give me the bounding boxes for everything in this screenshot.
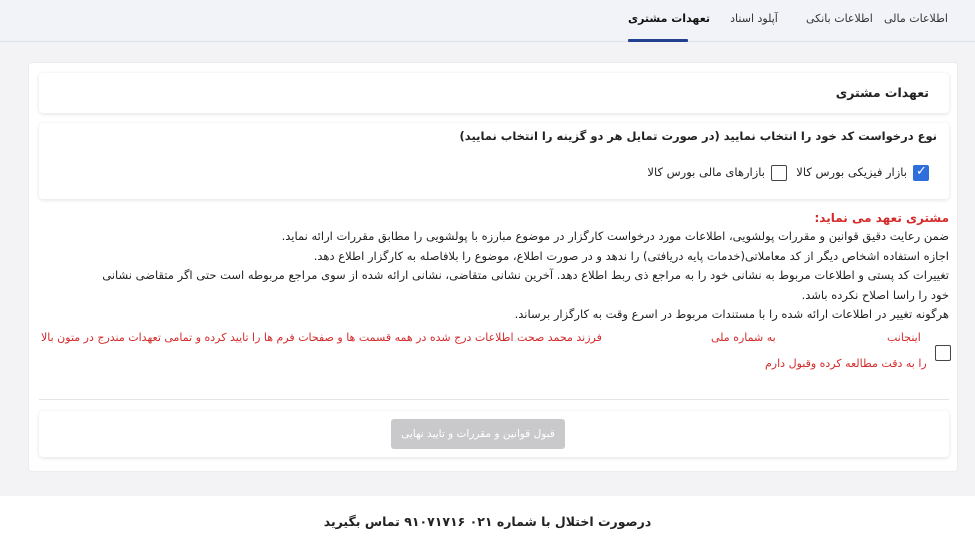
commitment-line: تغییرات کد پستی و اطلاعات مربوط به نشانی خود را به مراجع ذی ربط اطلاع دهد. آخرین نشانی متقاضی، نشانی ارائه شده از سوی مراجع مربوطه است حتی اگر متقاضی نشانی xyxy=(102,268,949,282)
declaration-row xyxy=(29,331,959,371)
physical-market-label: بازار فیزیکی بورس کالا xyxy=(796,165,907,179)
declaration-text-accept: را به دقت مطالعه کرده وقبول دارم xyxy=(765,357,927,370)
tab-financial-info[interactable]: اطلاعات مالی xyxy=(884,12,948,25)
declaration-checkbox[interactable] xyxy=(935,345,951,361)
tab-upload-documents[interactable]: آپلود اسناد xyxy=(730,12,778,25)
declaration-text-body: فرزند محمد صحت اطلاعات درج شده در همه قسمت ها و صفحات فرم ها را تایید کرده و تمامی تعهدات مندرج در متون بالا xyxy=(41,331,602,344)
commitment-line: ضمن رعایت دقیق قوانین و مقررات پولشویی، اطلاعات مورد درخواست کارگزار در موضوع مبارزه با پولشویی را مطابق مقررات ارائه نماید. xyxy=(281,229,949,243)
commitments-text xyxy=(39,209,949,325)
section-header-card xyxy=(39,73,949,113)
section-title: تعهدات مشتری xyxy=(835,85,929,100)
accept-terms-button[interactable]: قبول قوانین و مقررات و تایید نهایی xyxy=(391,419,565,449)
option-financial-markets[interactable] xyxy=(647,163,787,183)
financial-markets-label: بازارهای مالی بورس کالا xyxy=(647,165,765,179)
financial-markets-checkbox[interactable] xyxy=(771,165,787,181)
declaration-text-name: اینجانب xyxy=(887,331,921,344)
action-card xyxy=(39,411,949,457)
commitment-line: خود را راسا اصلاح نکرده باشد. xyxy=(801,287,949,302)
commitment-line: اجازه استفاده اشخاص دیگر از کد معاملاتی(خدمات پایه دریافتی) را ندهد و در صورت اطلاع، موضوع را بلافاصله به کارگزار اطلاع دهد. xyxy=(313,248,949,263)
commitments-panel xyxy=(28,62,958,472)
physical-market-checkbox[interactable] xyxy=(913,165,929,181)
tab-bar xyxy=(0,0,975,42)
contact-footer xyxy=(0,496,975,552)
declaration-text-national-id: به شماره ملی xyxy=(711,331,776,344)
request-type-card xyxy=(39,123,949,199)
tab-bank-info[interactable]: اطلاعات بانکی xyxy=(806,12,873,25)
contact-text: درصورت اختلال با شماره ۰۲۱ ۹۱۰۷۱۷۱۶ تماس بگیرید xyxy=(323,514,652,529)
commitments-heading: مشتری تعهد می نماید: xyxy=(814,211,949,225)
commitment-line: هرگونه تغییر در اطلاعات ارائه شده را با مستندات مربوط در اسرع وقت به کارگزار برساند. xyxy=(514,307,949,321)
option-physical-market[interactable] xyxy=(796,163,929,183)
divider xyxy=(39,399,949,400)
request-type-question: نوع درخواست کد خود را انتخاب نمایید (در صورت تمایل هر دو گزینه را انتخاب نمایید) xyxy=(459,129,937,143)
tab-customer-commitments[interactable]: تعهدات مشتری xyxy=(628,0,688,42)
